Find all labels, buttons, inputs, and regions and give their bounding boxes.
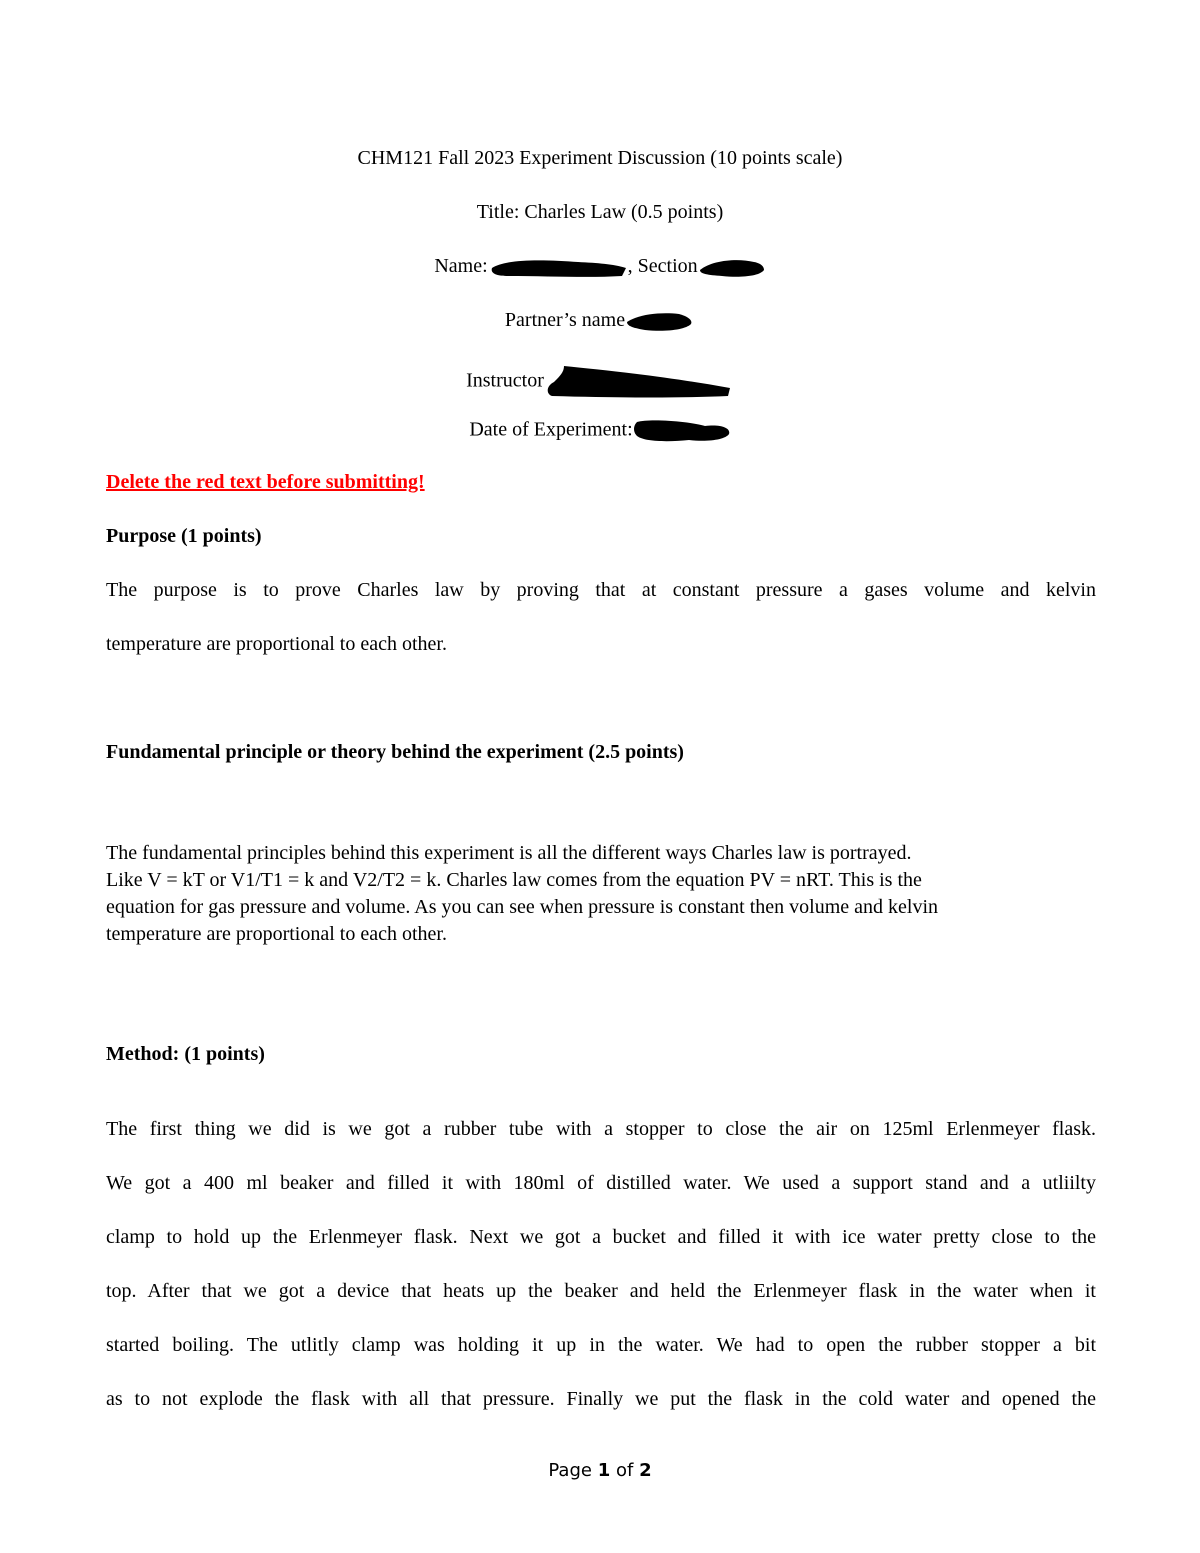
date-line [0,416,1200,446]
instructor-line [0,362,1200,402]
redaction-mark [544,362,734,402]
total-pages: 2 [639,1460,652,1481]
page-footer [0,1460,1200,1482]
experiment-title: Title: Charles Law (0.5 points) [476,201,724,223]
method-line: as to not explode the flask with all that pressure. Finally we put the flask in the cold water and opened the [106,1388,1096,1410]
method-line: We got a 400 ml beaker and filled it with 180ml of distilled water. We used a support stand and a utliilty [106,1172,1096,1194]
principle-line: temperature are proportional to each other. [106,923,447,945]
purpose-line: The purpose is to prove Charles law by proving that at constant pressure a gases volume and kelvin [106,579,1096,601]
current-page: 1 [597,1460,611,1481]
date-label: Date of Experiment: [469,418,633,441]
partner-label: Partner’s name [504,309,626,331]
method-line: started boiling. The utlitly clamp was holding it up in the water. We had to open the rubber stopper a bit [106,1334,1096,1356]
section-label: , Section [627,255,698,277]
principle-heading: Fundamental principle or theory behind the experiment (2.5 points) [106,741,684,763]
course-title: CHM121 Fall 2023 Experiment Discussion (10 points scale) [357,147,843,169]
method-line: clamp to hold up the Erlenmeyer flask. Next we got a bucket and filled it with ice water pretty close to the [106,1226,1096,1248]
purpose-heading: Purpose (1 points) [106,525,262,547]
method-line: top. After that we got a device that heats up the beaker and held the Erlenmeyer flask in the water when it [106,1280,1096,1302]
redaction-mark [488,254,628,280]
redaction-mark [625,308,695,334]
name-label: Name: [434,255,488,277]
page-word: Page [548,1460,592,1481]
instructor-label: Instructor [466,369,544,392]
redaction-mark [633,416,731,446]
partner-line [0,308,1200,334]
method-line: The first thing we did is we got a rubber tube with a stopper to close the air on 125ml Erlenmeyer flask. [106,1118,1096,1140]
method-heading: Method: (1 points) [106,1043,265,1065]
purpose-line: temperature are proportional to each other. [106,633,447,655]
delete-notice: Delete the red text before submitting! [106,471,425,493]
redaction-mark [698,254,766,280]
principle-line: equation for gas pressure and volume. As you can see when pressure is constant then volume and kelvin [106,896,939,918]
principle-line: The fundamental principles behind this experiment is all the different ways Charles law is portrayed. [106,842,912,864]
of-word: of [615,1460,634,1481]
name-section-line [0,254,1200,280]
principle-line: Like V = kT or V1/T1 = k and V2/T2 = k. Charles law comes from the equation PV = nRT. This is the [106,869,922,891]
